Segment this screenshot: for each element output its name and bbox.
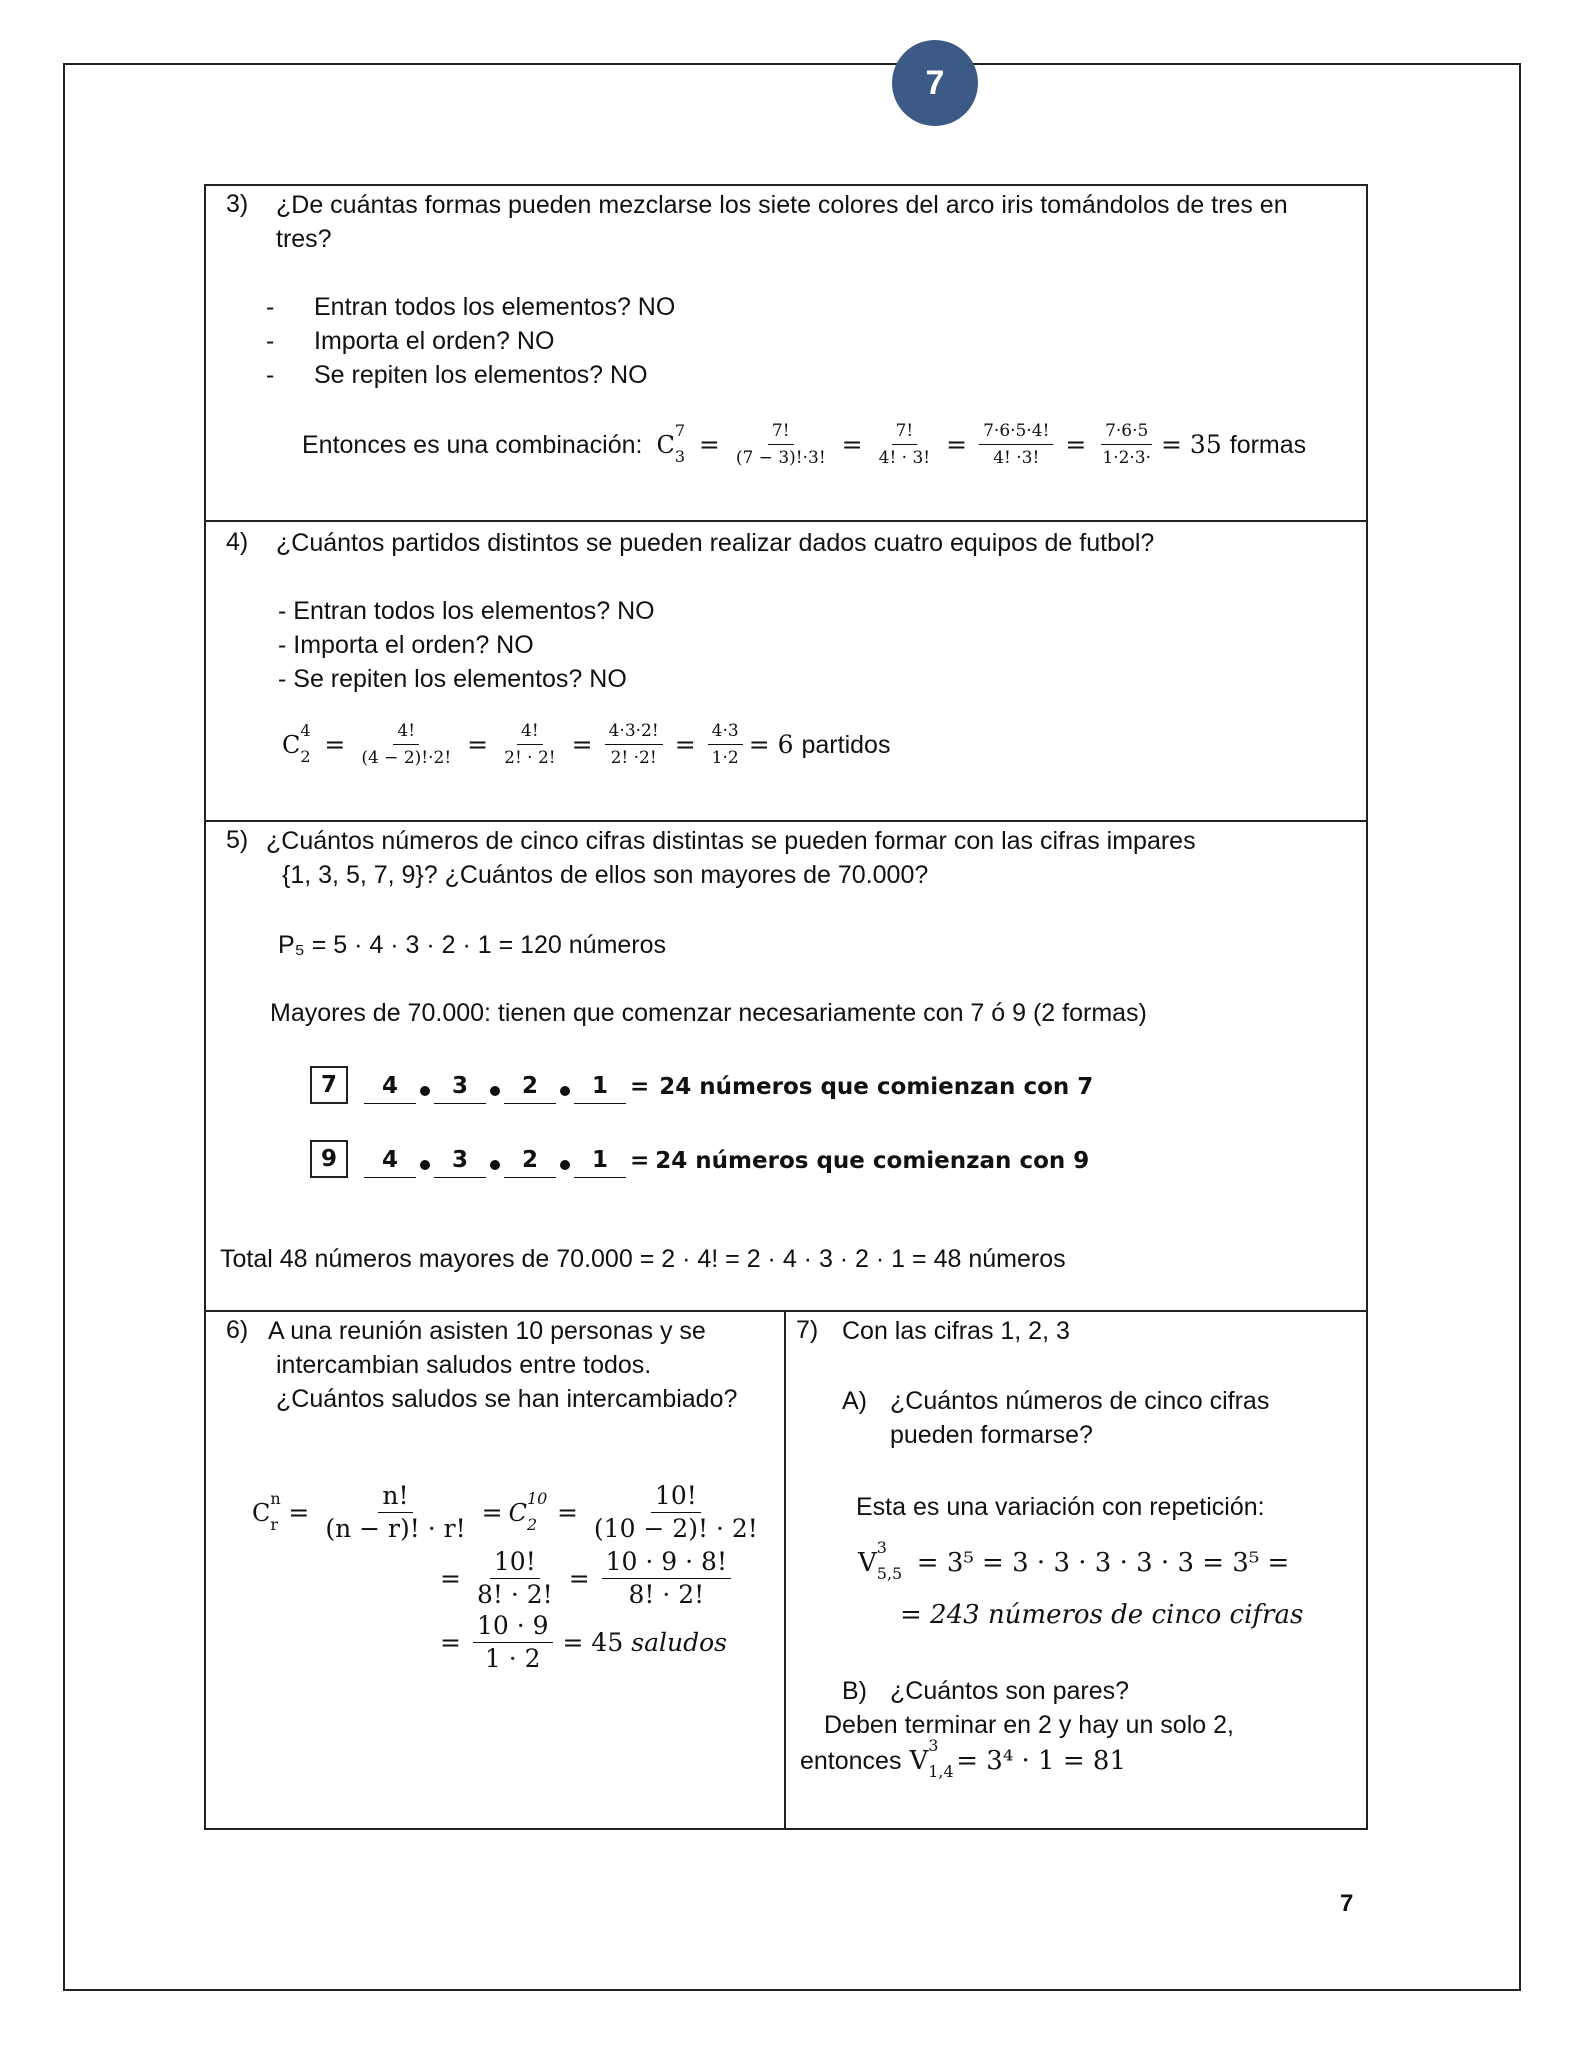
questions-6-7-row — [206, 1312, 1366, 1828]
slot: 2 — [504, 1073, 556, 1104]
result-unit: partidos — [801, 730, 891, 759]
check-item: - Importa el orden? NO — [278, 631, 534, 659]
fraction: $\frac{4!}{(4 - 2)!\cdot 2!}$ — [357, 718, 455, 771]
total-line: Total 48 números mayores de 70.000 = 2 · 4! = 2 · 4 · 3 · 2 · 1 = 48 números — [220, 1245, 1066, 1273]
question-text: ¿Cuántos partidos distintos se pueden realizar dados cuatro equipos de futbol? — [276, 529, 1155, 557]
equals: = — [568, 1564, 590, 1593]
equals: = — [556, 1498, 578, 1527]
question-5-cell — [206, 822, 1366, 1312]
even-count-expression: = 3⁴ · 1 = 81 — [956, 1746, 1126, 1776]
row-result: 24 números que comienzan con 9 — [655, 1148, 1090, 1174]
formula-line-3 — [434, 1610, 727, 1675]
question-number: 5) — [226, 826, 249, 854]
question-6-cell — [206, 1312, 786, 1828]
variation-formula — [858, 1538, 1290, 1583]
sub-label: A) — [842, 1387, 867, 1415]
formula-line-2 — [434, 1546, 737, 1611]
result: = 45 — [562, 1628, 624, 1657]
result: = 35 — [1161, 430, 1222, 459]
sub-label: B) — [842, 1677, 867, 1705]
check-item: - Se repiten los elementos? NO — [278, 665, 627, 693]
first-digit-box: 7 — [310, 1066, 348, 1104]
equals: = — [571, 730, 593, 759]
sub-question: pueden formarse? — [890, 1421, 1093, 1449]
formula-lead: entonces — [800, 1747, 902, 1775]
fraction: $\frac{7\cdot 6\cdot 5}{1\cdot 2\cdot 3\cdot}$ — [1098, 418, 1155, 471]
equals: = — [698, 430, 720, 459]
multiply-dot — [490, 1086, 500, 1096]
permutation-line: P₅ = 5 · 4 · 3 · 2 · 1 = 120 números — [278, 931, 667, 959]
multiply-dot — [560, 1086, 570, 1096]
fraction: $\frac{n!}{(n - r)! \cdot r!}$ — [325, 1481, 466, 1543]
slot: 3 — [434, 1147, 486, 1178]
variation-symbol: V 3 5,5 — [858, 1538, 903, 1583]
combination-formula — [302, 418, 1306, 471]
question-text: A una reunión asisten 10 personas y se — [268, 1317, 706, 1345]
equals: = — [674, 730, 696, 759]
equals: = — [440, 1628, 461, 1657]
multiply-dot — [420, 1086, 430, 1096]
equals: = — [324, 730, 346, 759]
question-text: tres? — [276, 225, 332, 253]
result: = 6 — [748, 730, 794, 759]
question-text: ¿De cuántas formas pueden mezclarse los siete colores del arco iris tomándolos de tres en — [276, 191, 1288, 219]
fraction: $\frac{10 \cdot 9}{1 \cdot 2}$ — [473, 1610, 553, 1675]
equals: = — [841, 430, 863, 459]
equals: = — [467, 730, 489, 759]
variation-symbol: V 3 1,4 — [909, 1736, 954, 1781]
multiply-dot — [420, 1160, 430, 1170]
question-text: intercambian saludos entre todos. — [276, 1351, 652, 1379]
question-3-cell — [206, 186, 1366, 522]
even-count-formula — [800, 1736, 1126, 1781]
question-text: ¿Cuántos números de cinco cifras distintas se pueden formar con las cifras impares — [266, 827, 1196, 855]
question-7-cell — [786, 1312, 1366, 1828]
check-item: - Entran todos los elementos? NO — [278, 597, 655, 625]
equals: = — [630, 1074, 650, 1100]
fraction: $\frac{7!}{(7 - 3)!\cdot 3!}$ — [732, 418, 830, 471]
exercise-table — [204, 184, 1368, 1830]
explanation: Deben terminar en 2 y hay un solo 2, — [824, 1711, 1234, 1739]
fraction: $\frac{7\cdot 6\cdot 5\cdot 4!}{4! \cdot 3!}$ — [979, 418, 1053, 471]
fraction: $\frac{4\cdot 3\cdot 2!}{2! \cdot 2!}$ — [605, 718, 663, 771]
equals: = — [630, 1148, 650, 1174]
variation-note: Esta es una variación con repetición: — [856, 1493, 1265, 1521]
combination-symbol: C n r — [252, 1488, 281, 1534]
equals: = — [481, 1498, 503, 1527]
page-number: 7 — [1340, 1890, 1354, 1917]
first-digit-box: 9 — [310, 1140, 348, 1178]
sub-question: ¿Cuántos son pares? — [890, 1677, 1130, 1705]
result-unit: saludos — [631, 1628, 727, 1657]
slot: 4 — [364, 1073, 416, 1104]
multiply-dot — [560, 1160, 570, 1170]
slot: 1 — [574, 1147, 626, 1178]
question-text: Con las cifras 1, 2, 3 — [842, 1317, 1070, 1345]
row-result: 24 números que comienzan con 7 — [659, 1074, 1094, 1100]
list-dash: - — [266, 293, 275, 321]
sub-question: ¿Cuántos números de cinco cifras — [890, 1387, 1270, 1415]
combination-symbol: C 10 2 — [508, 1488, 548, 1534]
fraction: $\frac{10!}{8! \cdot 2!}$ — [476, 1547, 553, 1609]
question-number: 6) — [226, 1316, 249, 1344]
fraction: $\frac{7!}{4! \cdot 3!}$ — [875, 418, 935, 471]
combination-symbol: C 4 2 — [282, 720, 311, 766]
question-text: ¿Cuántos saludos se han intercambiado? — [276, 1385, 738, 1413]
mayores-line: Mayores de 70.000: tienen que comenzar necesariamente con 7 ó 9 (2 formas) — [270, 999, 1147, 1027]
equals: = — [288, 1498, 310, 1527]
slot: 3 — [434, 1073, 486, 1104]
check-item: Se repiten los elementos? NO — [314, 361, 648, 389]
multiply-dot — [490, 1160, 500, 1170]
slot: 1 — [574, 1073, 626, 1104]
question-text: {1, 3, 5, 7, 9}? ¿Cuántos de ellos son mayores de 70.000? — [282, 861, 929, 889]
fraction: $\frac{4!}{2! \cdot 2!}$ — [500, 718, 560, 771]
formula-line-1 — [252, 1480, 768, 1545]
fraction: $\frac{10 \cdot 9 \cdot 8!}{8! \cdot 2!}$ — [602, 1546, 731, 1611]
count-row-7 — [310, 1066, 1093, 1104]
equals: = — [1065, 430, 1087, 459]
combination-formula — [282, 718, 890, 771]
variation-result: = 243 números de cinco cifras — [900, 1600, 1304, 1630]
question-4-cell — [206, 522, 1366, 822]
check-item: Importa el orden? NO — [314, 327, 555, 355]
page-badge: 7 — [892, 40, 978, 126]
check-item: Entran todos los elementos? NO — [314, 293, 676, 321]
list-dash: - — [266, 327, 275, 355]
slot: 2 — [504, 1147, 556, 1178]
formula-lead: Entonces es una combinación: — [302, 430, 643, 459]
result-unit: formas — [1229, 430, 1307, 459]
equals: = — [440, 1564, 461, 1593]
combination-symbol: C 7 3 — [656, 420, 686, 466]
question-number: 4) — [226, 528, 249, 556]
slot: 4 — [364, 1147, 416, 1178]
count-row-9 — [310, 1140, 1089, 1178]
list-dash: - — [266, 361, 275, 389]
question-number: 3) — [226, 190, 249, 218]
fraction: $\frac{4\cdot 3}{1\cdot 2}$ — [708, 718, 743, 771]
fraction: $\frac{10!}{(10 - 2)! \cdot 2!}$ — [593, 1481, 758, 1543]
question-number: 7) — [796, 1316, 819, 1344]
variation-expression: = 3⁵ = 3 · 3 · 3 · 3 · 3 = 3⁵ = — [916, 1548, 1290, 1578]
equals: = — [946, 430, 968, 459]
